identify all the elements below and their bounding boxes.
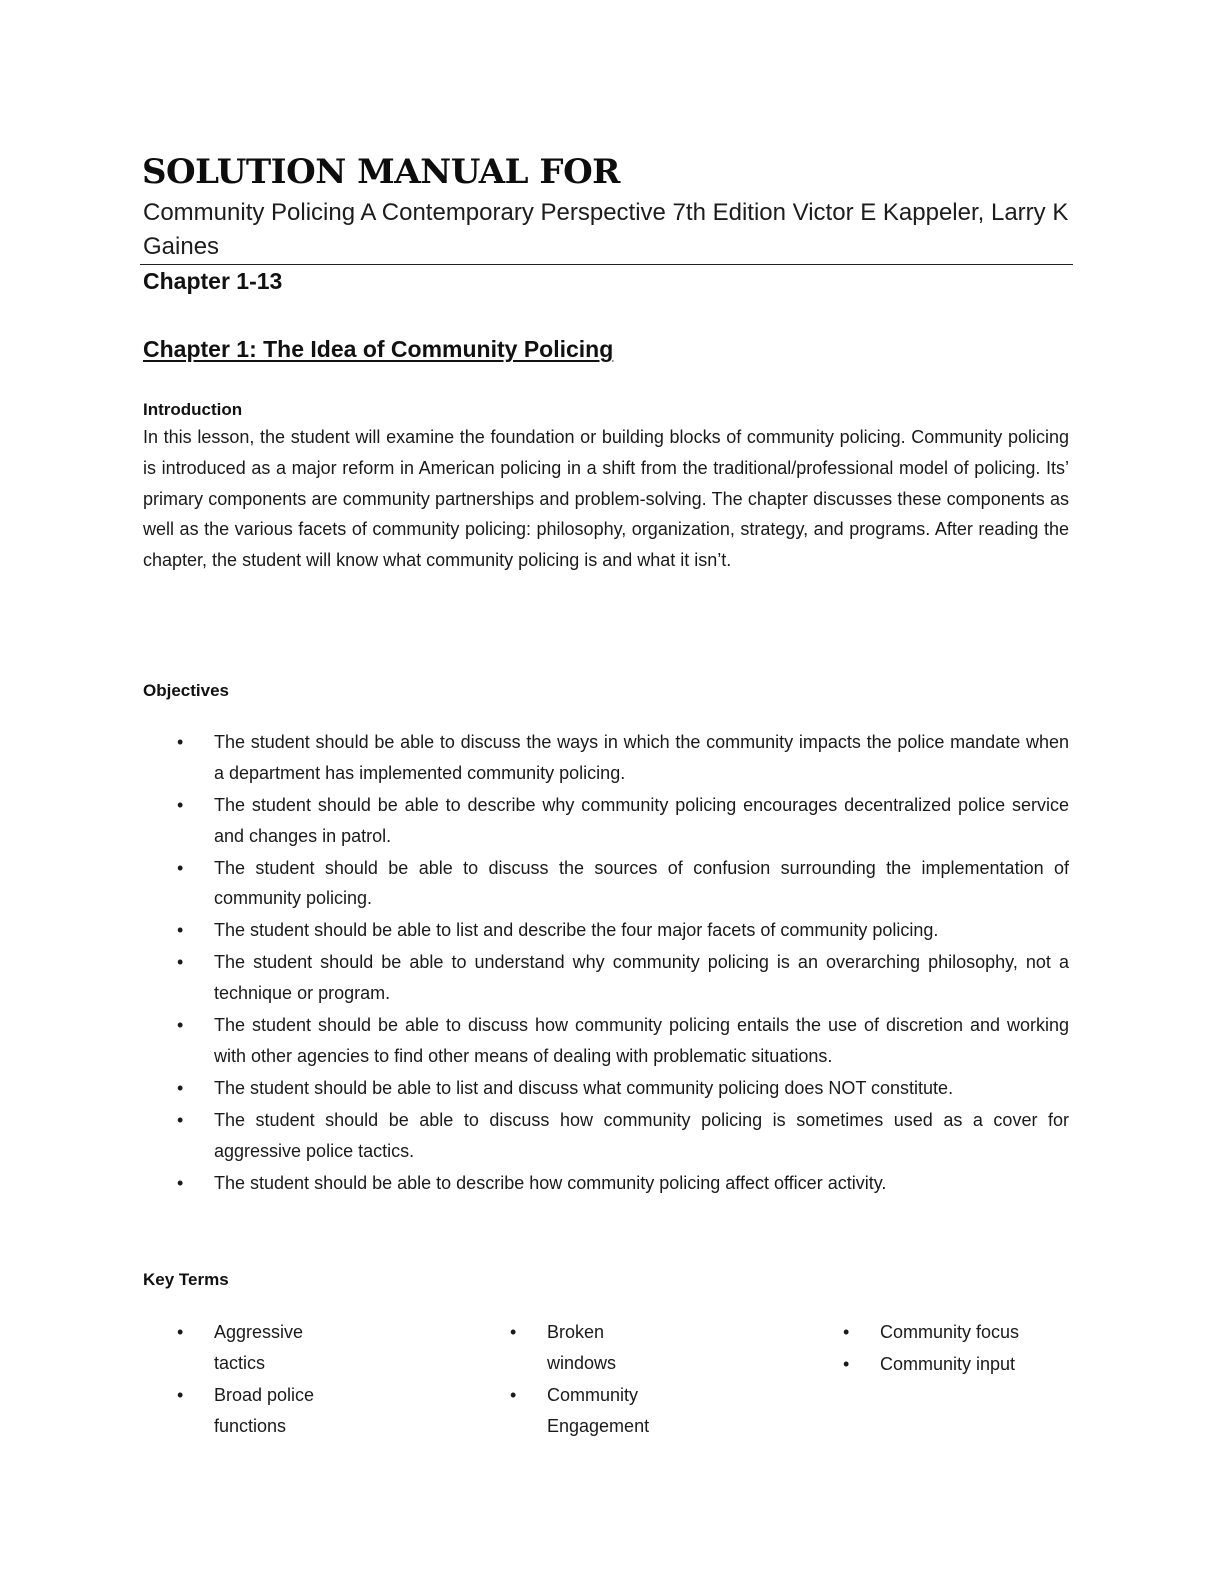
objective-item xyxy=(143,915,1069,946)
bullet-icon: • xyxy=(177,952,184,973)
key-term-item xyxy=(476,1317,736,1379)
objective-item xyxy=(143,1010,1069,1072)
key-terms-column xyxy=(809,1317,1073,1381)
bullet-icon: • xyxy=(843,1322,850,1342)
key-term-text: Community Engagement xyxy=(547,1384,650,1436)
key-term-item xyxy=(143,1317,403,1379)
objectives-heading: Objectives xyxy=(143,681,229,700)
bullet-icon: • xyxy=(177,857,184,878)
bullet-icon: • xyxy=(177,920,184,941)
bullet-icon: • xyxy=(177,1109,184,1130)
key-term-item xyxy=(809,1317,1073,1348)
bullet-icon: • xyxy=(177,1077,184,1098)
introduction-heading: Introduction xyxy=(143,400,243,419)
key-term-text: Aggressive tactics xyxy=(214,1322,304,1373)
objective-text: The student should be able to describe why community policing encourages decentralized police service and changes in patrol. xyxy=(214,794,1069,846)
objective-text: The student should be able to describe how community policing affect officer activity. xyxy=(214,1172,887,1193)
bullet-icon: • xyxy=(177,1172,184,1193)
bullet-icon: • xyxy=(843,1353,850,1374)
key-term-text: Broad police functions xyxy=(214,1384,315,1436)
objective-text: The student should be able to list and discuss what community policing does NOT constitute. xyxy=(214,1077,954,1098)
key-term-item xyxy=(476,1380,736,1442)
key-term-item xyxy=(143,1380,403,1442)
bullet-icon: • xyxy=(177,1384,184,1405)
objective-text: The student should be able to discuss the sources of confusion surrounding the implementation of community policing. xyxy=(214,857,1069,909)
introduction-paragraph: In this lesson, the student will examine the foundation or building blocks of community policing. Community policing is introduced as a major reform in American policing in a shift from the traditional/professional model of policing. Its’ primary components are community partnerships and problem-solving. The chapter discusses these components as well as the various facets of community policing: philosophy, organization, strategy, and programs. After reading the chapter, the student will know what community policing is and what it isn’t. xyxy=(143,427,1069,571)
chapter-title: Chapter 1: The Idea of Community Policing xyxy=(143,336,614,362)
objective-item xyxy=(143,947,1069,1009)
objective-item xyxy=(143,853,1069,915)
objective-item xyxy=(143,790,1069,852)
key-term-text: Community focus xyxy=(880,1322,1020,1342)
key-terms-heading: Key Terms xyxy=(143,1270,229,1289)
key-term-item xyxy=(809,1349,1073,1380)
bullet-icon: • xyxy=(177,732,184,752)
solution-manual-banner: SOLUTION MANUAL FOR xyxy=(142,152,620,192)
bullet-icon: • xyxy=(510,1384,517,1405)
objective-text: The student should be able to discuss the ways in which the community impacts the police mandate when a department has implemented community policing. xyxy=(214,732,1069,783)
bullet-icon: • xyxy=(177,1015,184,1036)
objective-text: The student should be able to list and describe the four major facets of community policing. xyxy=(214,920,939,941)
key-terms-column xyxy=(143,1317,403,1443)
key-terms-grid xyxy=(143,1317,1073,1436)
bullet-icon: • xyxy=(510,1322,517,1342)
header-divider xyxy=(140,264,1073,265)
objective-item xyxy=(143,1168,1069,1199)
book-title: Community Policing A Contemporary Perspective 7th Edition Victor E Kappeler, Larry K Gaines xyxy=(143,199,1069,260)
bullet-icon: • xyxy=(177,794,184,815)
key-term-text: Community input xyxy=(880,1353,1016,1374)
objective-item xyxy=(143,1105,1069,1167)
objective-text: The student should be able to discuss how community policing is sometimes used as a cover for aggressive police tactics. xyxy=(214,1109,1069,1161)
objective-text: The student should be able to understand why community policing is an overarching philosophy, not a technique or program. xyxy=(214,952,1069,1004)
bullet-icon: • xyxy=(177,1322,184,1342)
chapter-range: Chapter 1-13 xyxy=(143,268,283,294)
objective-item xyxy=(143,727,1069,789)
objectives-list xyxy=(143,727,1069,1200)
key-term-text: Broken windows xyxy=(547,1322,617,1373)
key-terms-column xyxy=(476,1317,736,1443)
objective-item xyxy=(143,1073,1069,1104)
objective-text: The student should be able to discuss how community policing entails the use of discretion and working with other agencies to find other means of dealing with problematic situations. xyxy=(214,1015,1069,1066)
